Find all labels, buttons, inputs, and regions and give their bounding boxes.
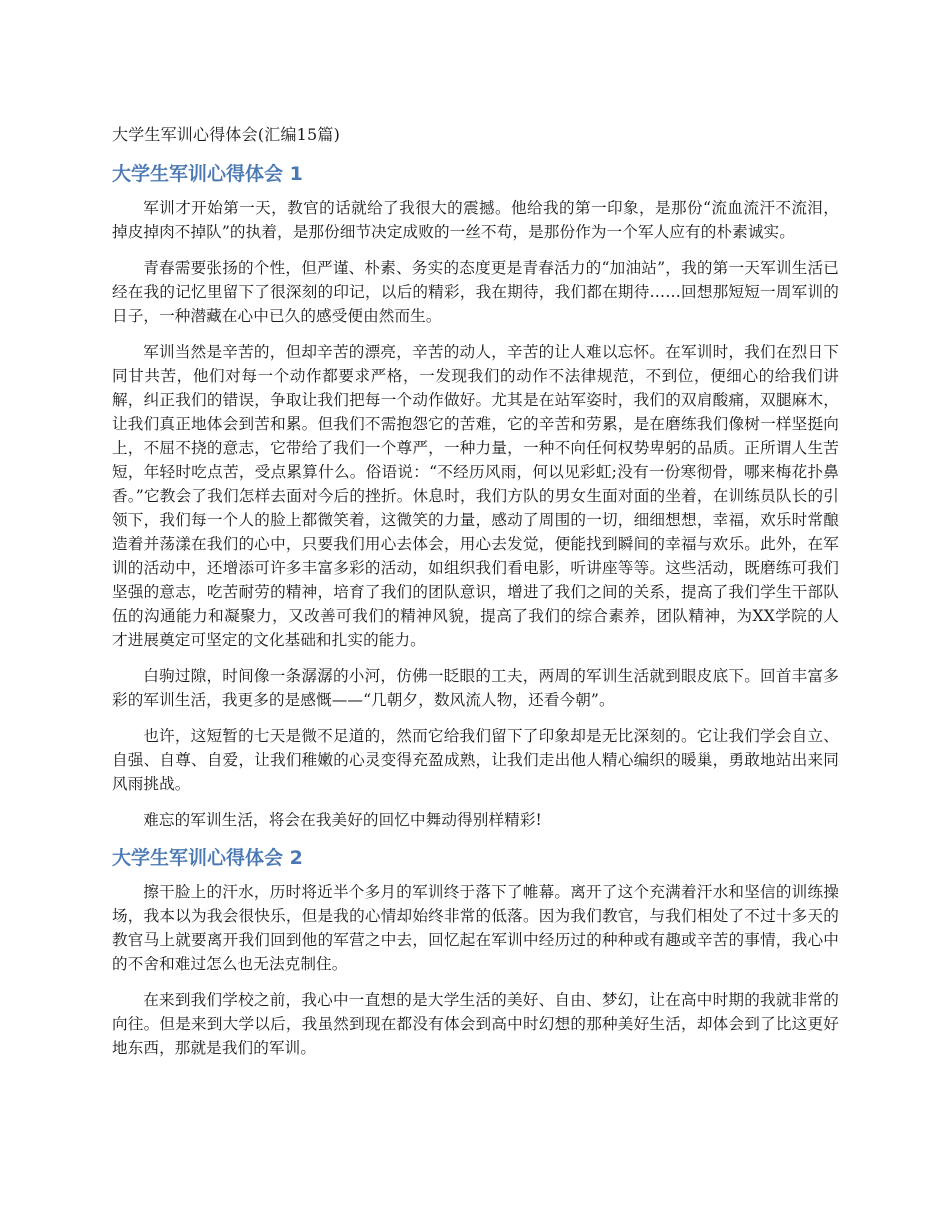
section-2 xyxy=(112,844,839,1060)
paragraph: 在来到我们学校之前，我心中一直想的是大学生活的美好、自由、梦幻，让在高中时期的我就非常的向往。但是来到大学以后，我虽然到现在都没有体会到高中时幻想的那种美好生活，却体会到了比这更好地东西，那就是我们的军训。 xyxy=(112,991,839,1057)
section-heading: 大学生军训心得体会 2 xyxy=(112,847,303,869)
paragraph: 难忘的军训生活，将会在我美好的回忆中舞动得别样精彩! xyxy=(143,811,542,829)
paragraph: 青春需要张扬的个性，但严谨、朴素、务实的态度更是青春活力的“加油站”，我的第一天军训生活已经在我的记忆里留下了很深刻的印记，以后的精彩，我在期待，我们都在期待……回想那短短一周军训的日子，一种潜藏在心中已久的感受便由然而生。 xyxy=(112,259,839,325)
document-page xyxy=(112,122,839,1072)
paragraph: 也许，这短暂的七天是微不足道的，然而它给我们留下了印象却是无比深刻的。它让我们学会自立、自强、自尊、自爱，让我们稚嫩的心灵变得充盈成熟，让我们走出他人精心编织的暖巢，勇敢地站出来同风雨挑战。 xyxy=(112,727,839,793)
paragraph: 擦干脸上的汗水，历时将近半个多月的军训终于落下了帷幕。离开了这个充满着汗水和坚信的训练操场，我本以为我会很快乐，但是我的心情却始终非常的低落。因为我们教官，与我们相处了不过十多天的教官马上就要离开我们回到他的军营之中去，回忆起在军训中经历过的种种或有趣或辛苦的事情，我心中的不舍和难过怎么也无法克制住。 xyxy=(112,883,839,973)
paragraph: 军训当然是辛苦的，但却辛苦的漂亮，辛苦的动人，辛苦的让人难以忘怀。在军训时，我们在烈日下同甘共苦，他们对每一个动作都要求严格，一发现我们的动作不法律规范，不到位，便细心的给我们讲解，纠正我们的错误，争取让我们把每一个动作做好。尤其是在站军姿时，我们的双肩酸痛，双腿麻木，让我们真正地体会到苦和累。但我们不需抱怨它的苦难，它的辛苦和劳累，是在磨练我们像树一样坚挺向上，不屈不挠的意志，它带给了我们一个尊严，一种力量，一种不向任何权势卑躬的品质。正所谓人生苦短，年轻时吃点苦，受点累算什么。俗语说：“不经历风雨，何以见彩虹;没有一份寒彻骨，哪来梅花扑鼻香。”它教会了我们怎样去面对今后的挫折。休息时，我们方队的男女生面对面的坐着，在训练员队长的引领下，我们每一个人的脸上都微笑着，这微笑的力量，感动了周围的一切，细细想想，幸福，欢乐时常酿造着并荡漾在我们的心中，只要我们用心去体会，用心去发觉，便能找到瞬间的幸福与欢乐。此外，在军训的活动中，还增添可许多丰富多彩的活动，如组织我们看电影，听讲座等等。这些活动，既磨练可我们坚强的意志，吃苦耐劳的精神，培育了我们的团队意识，增进了我们之间的关系，提高了我们学生干部队伍的沟通能力和凝聚力，又改善可我们的精神风貌，提高了我们的综合素养，团队精神，为XX学院的人才进展奠定可坚定的文化基础和扎实的能力。 xyxy=(112,343,839,649)
paragraph: 白驹过隙，时间像一条潺潺的小河，仿佛一眨眼的工夫，两周的军训生活就到眼皮底下。回首丰富多彩的军训生活，我更多的是感慨——“几朝夕，数风流人物，还看今朝”。 xyxy=(112,667,839,709)
document-title: 大学生军训心得体会(汇编15篇) xyxy=(112,125,341,144)
section-1 xyxy=(112,160,839,832)
section-heading: 大学生军训心得体会 1 xyxy=(112,163,303,185)
paragraph: 军训才开始第一天，教官的话就给了我很大的震撼。他给我的第一印象，是那份“流血流汗不流泪，掉皮掉肉不掉队”的执着，是那份细节决定成败的一丝不苟，是那份作为一个军人应有的朴素诚实。 xyxy=(112,199,839,241)
